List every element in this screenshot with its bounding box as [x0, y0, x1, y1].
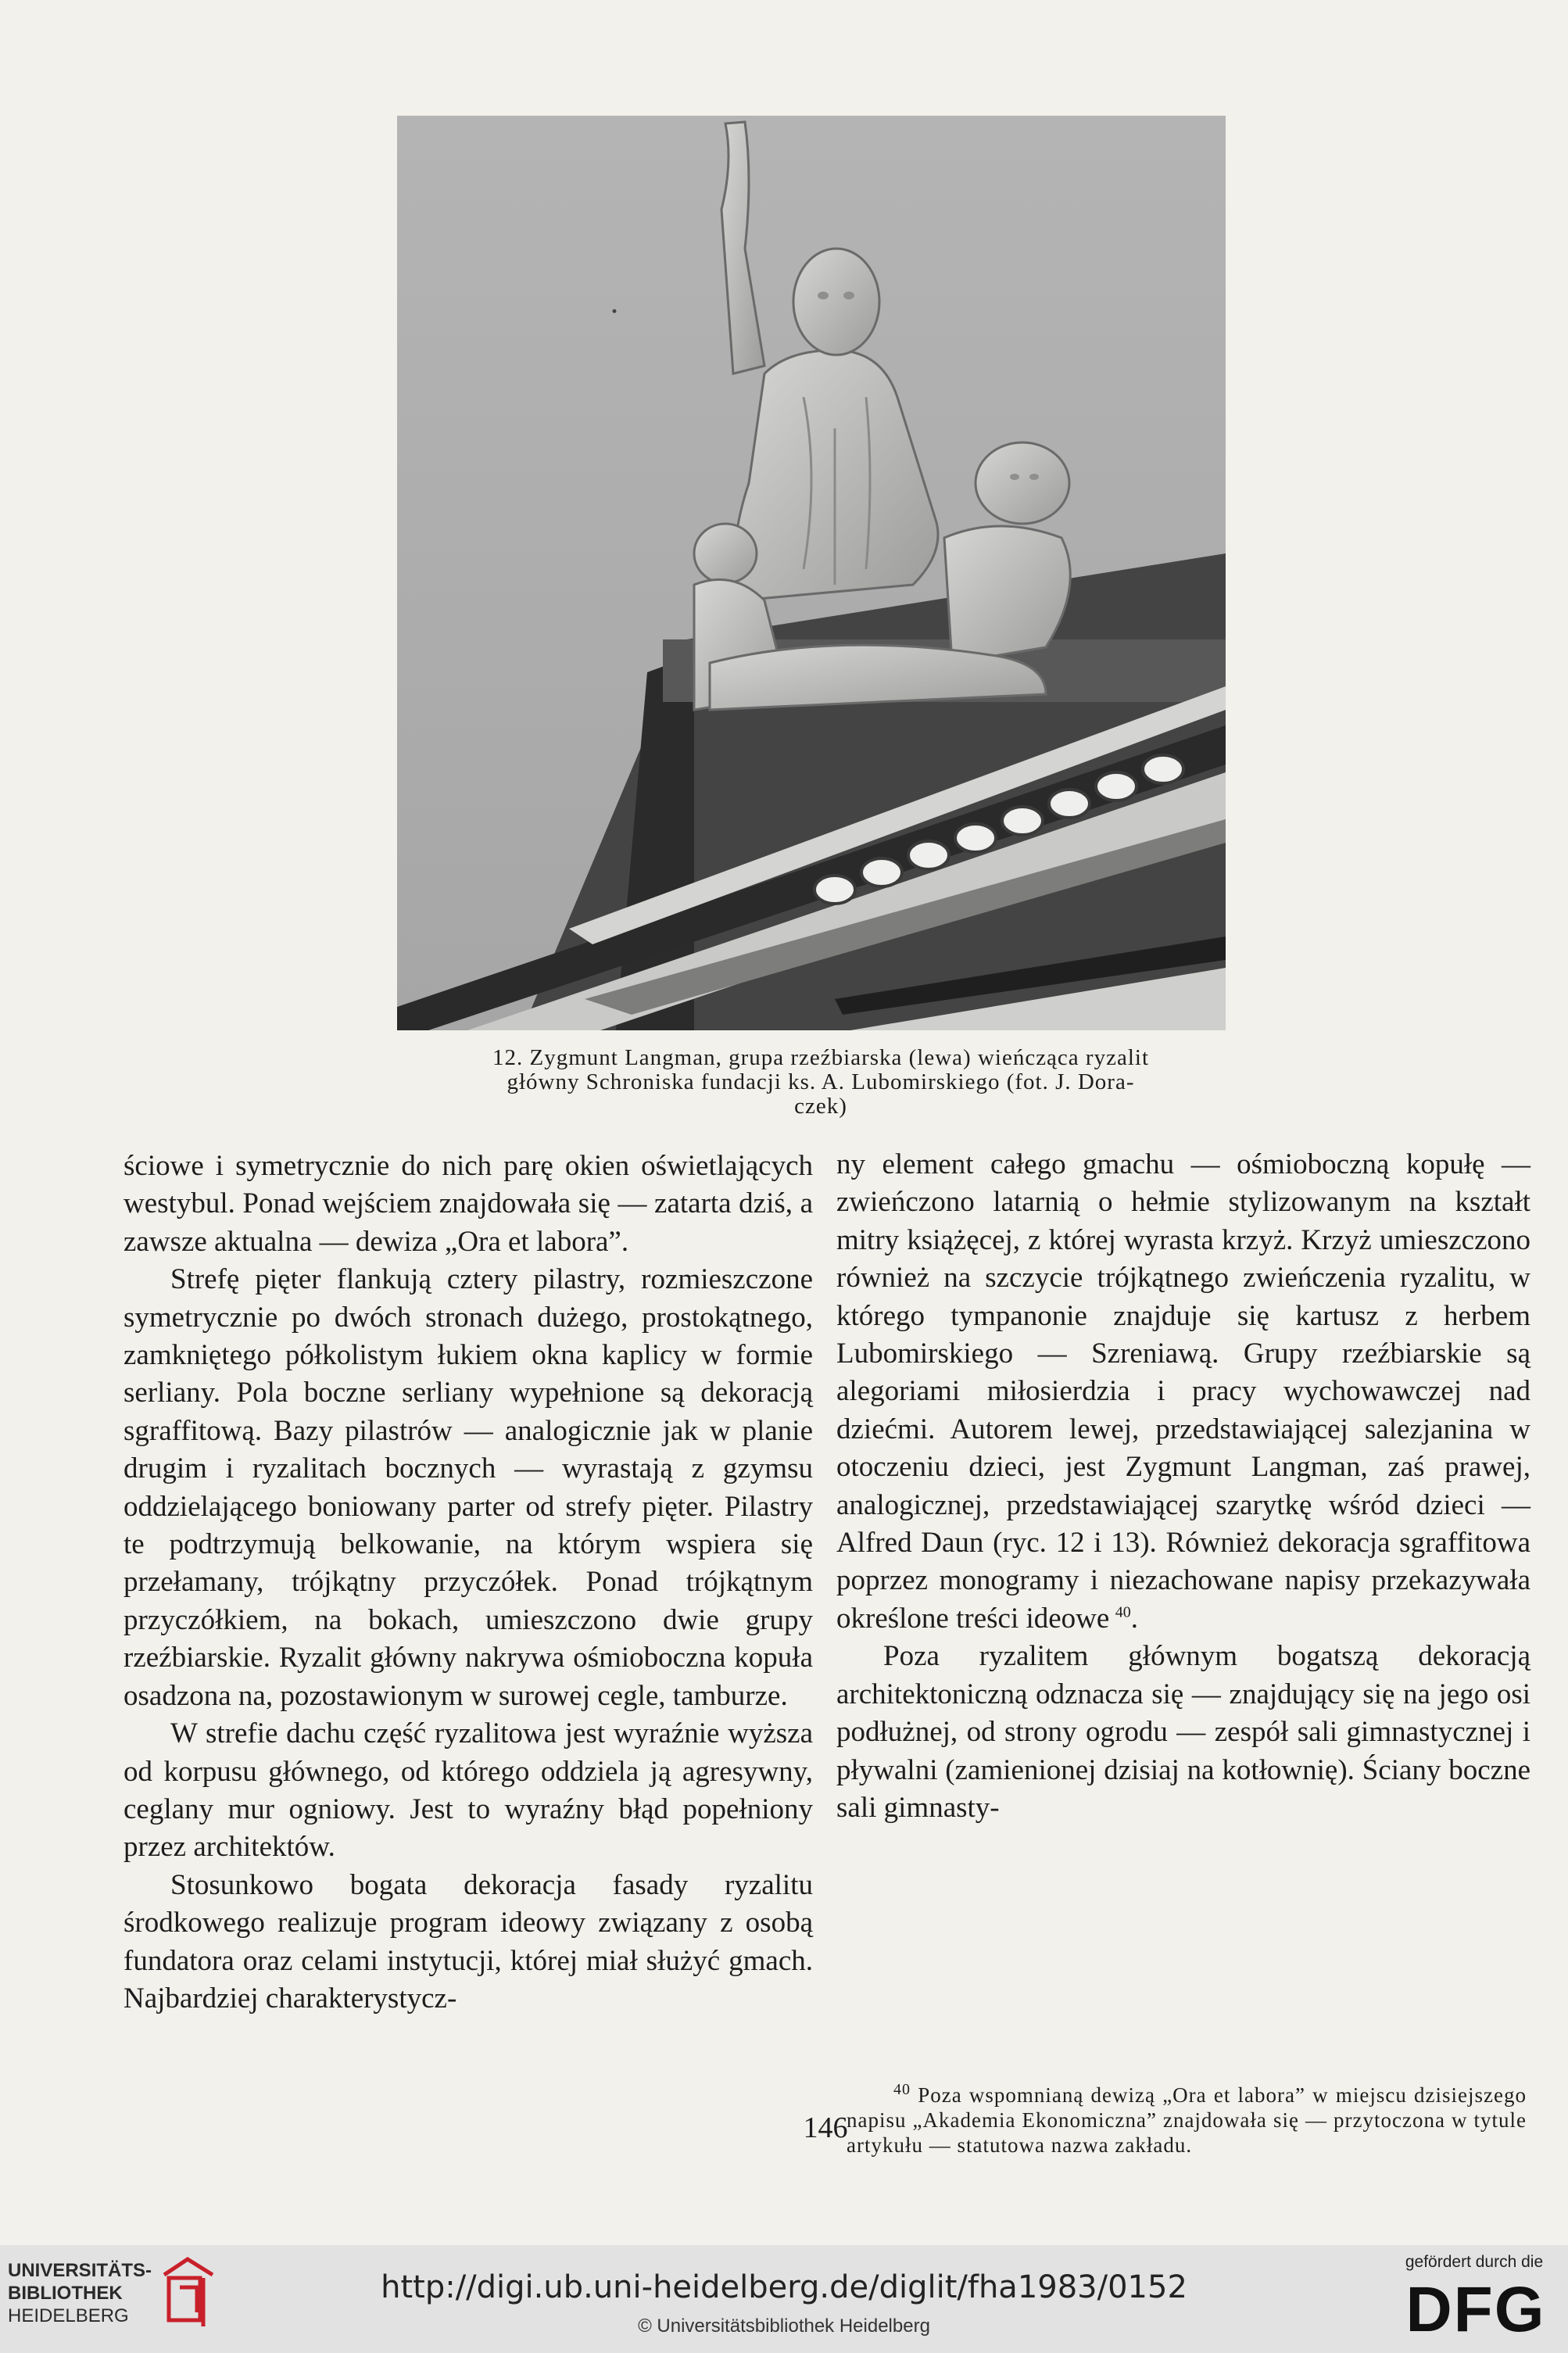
- copyright-notice: © Universitätsbibliothek Heidelberg: [638, 2315, 930, 2337]
- paragraph: W strefie dachu część ryzalitowa jest wyraźnie wyższa od korpusu głównego, od którego oddziela ją agresywny, ceglany mur ogniowy. Jest to wyraźny błąd popełniony przez architektów.: [124, 1717, 813, 1864]
- figure-caption: [406, 1046, 1235, 1119]
- paragraph: Strefę pięter flankują cztery pilastry, rozmieszczone symetrycznie po dwóch stronach dużego, prostokątnego, zamkniętego półkolistym łukiem okna kaplicy w formie serliany. Pola boczne serliany wypełnione są dekoracją sgraffitową. Bazy pilastrów — analogicznie jak w planie drugim i ryzalitach bocznych — wyrastają z gzymsu oddzielającego boniowany parter od strefy pięter. Pilastry te podtrzymują belkowanie, na którym wspiera się przełamany, trójkątny przyczółek. Ponad trójkątnym przyczółkiem, na bokach, umieszczono dwie grupy rzeźbiarskie. Ryzalit główny nakrywa ośmioboczna kopuła osadzona na, pozostawionym w surowej cegle, tamburze.: [124, 1263, 813, 1712]
- funder-label: gefördert durch die: [1405, 2253, 1544, 2271]
- library-name-line: UNIVERSITÄTS-: [8, 2260, 152, 2281]
- paragraph: Stosunkowo bogata dekoracja fasady ryzalitu środkowego realizuje program ideowy związany z osobą fundatora oraz celami instytucji, której miał służyć gmach. Najbardziej charakterystycz-: [124, 1868, 813, 2015]
- library-name-line: HEIDELBERG: [8, 2305, 129, 2326]
- paragraph-text: ny element całego gmachu — ośmioboczną kopułę — zwieńczono latarnią o hełmie stylizowanym na kształt mitry książęcej, z której wyrasta krzyż. Krzyż umieszczono również na szczycie trójkątnego zwieńczenia ryzalitu, w którego tympanonie znajduje się kartusz z herbem Lubomirskiego — Szreniawą. Grupy rzeźbiarskie są alegoriami miłosierdzia i pracy wychowawczej nad dziećmi. Autorem lewej, przedstawiającej salezjanina w otoczeniu dzieci, jest Zygmunt Langman, zaś prawej, analogicznej, przedstawiającej szarytkę wśród dzieci — Alfred Daun (ryc. 12 i 13). Również dekoracja sgraffitowa poprzez monogramy i niezachowane napisy przekazywała określone treści ideowe: [836, 1148, 1530, 1635]
- figure-12-photo: [397, 116, 1226, 1030]
- dfg-logo[interactable]: DFG: [1405, 2274, 1546, 2345]
- page-number-row: [0, 2111, 1568, 2145]
- paragraph: Poza ryzalitem głównym bogatszą dekoracją architektoniczną odznacza się — znajdujący się na jego osi podłużnej, od strony ogrodu — zespół sali gimnastycznej i pływalni (zamienionej dzisiaj na kotłownię). Ściany boczne sali gimnasty-: [836, 1640, 1530, 1824]
- footnote-text: Poza wspomnianą dewizą „Ora et labora” w miejscu dzisiejszego napisu „Akademia Ekonomiczna” znajdowała się — przytoczona w tytule artykułu — statutowa nazwa zakładu.: [847, 2083, 1527, 2157]
- paragraph: [836, 1146, 1530, 1638]
- footnote-number: 40: [893, 2081, 911, 2098]
- caption-line: 12. Zygmunt Langman, grupa rzeźbiarska (lewa) wieńcząca ryzalit: [492, 1045, 1149, 1070]
- right-column: [836, 1146, 1530, 1827]
- footnote-reference[interactable]: 40: [1115, 1603, 1131, 1621]
- left-column: [124, 1148, 813, 2018]
- permalink-url[interactable]: http://digi.ub.uni-heidelberg.de/diglit/fha1983/0152: [381, 2269, 1187, 2305]
- paragraph: ściowe i symetrycznie do nich parę okien oświetlających westybul. Ponad wejściem znajdowała się — zatarta dziś, a zawsze aktualna — dewiza „Ora et labora”.: [124, 1150, 813, 1258]
- caption-line: główny Schroniska fundacji ks. A. Lubomirskiego (fot. J. Dora-: [507, 1069, 1135, 1094]
- page-number: 146: [803, 2111, 848, 2144]
- paragraph-end: .: [1130, 1602, 1138, 1635]
- caption-line: czek): [794, 1094, 847, 1119]
- library-name-line: BIBLIOTHEK: [8, 2283, 123, 2304]
